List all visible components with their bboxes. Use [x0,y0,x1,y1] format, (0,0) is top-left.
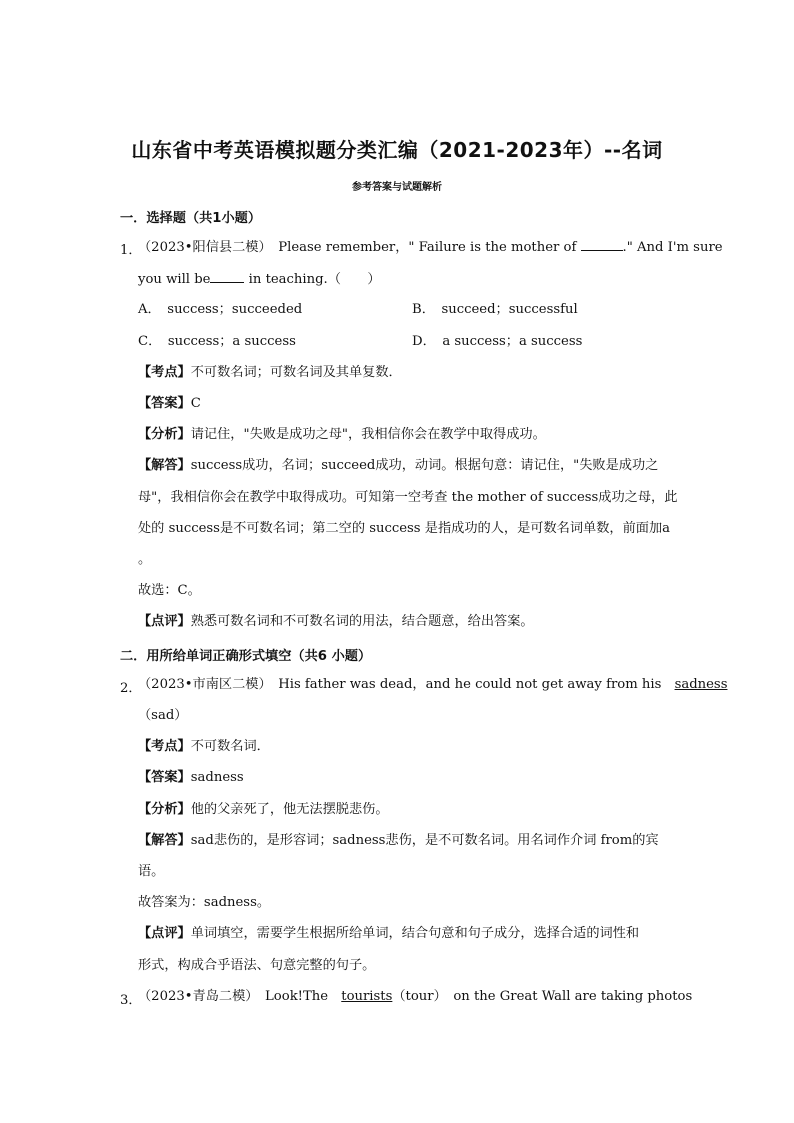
question-1-blank-2 [210,270,244,283]
question-2-solution-line-1 [138,832,659,850]
fenxi-tag: 【分析】 [138,427,191,442]
page-title: 山东省中考英语模拟题分类汇编（2021-2023年）--名词 [131,138,663,162]
question-3-stem-b: （tour） on the Great Wall are taking photos [392,989,693,1004]
dianping-tag: 【点评】 [138,614,191,629]
question-1-analysis [138,426,546,444]
page-subtitle: 参考答案与试题解析 [352,182,442,193]
question-1-solution-line-1 [138,457,658,475]
question-1-stem-a: （2023•阳信县二模） Please remember，" Failure is the mother of [138,240,581,255]
question-2-answer-fill: sadness [674,677,728,692]
question-3-answer-fill: tourists [341,989,393,1004]
question-2-comment-line-1 [138,925,639,943]
question-1-option-d: D． a success；a success [412,334,583,349]
question-1-stem-d: in teaching.（ ） [244,272,381,287]
section-heading-1: 一．选择题（共1小题） [120,211,262,226]
kaodian-text: 不可数名词；可数名词及其单复数． [190,365,402,380]
question-2-stem-a: （2023•市南区二模） His father was dead，and he could not get away from his [138,677,675,692]
question-2-solution-line-2: 语。 [138,864,165,879]
question-1-solution-line-2: 母"，我相信你会在教学中取得成功。可知第一空考查 the mother of success成功之母，此 [138,490,678,505]
question-2-kaodian [138,738,270,756]
question-1-conclusion: 故选：C。 [138,583,201,598]
question-1-blank-1 [581,238,623,251]
question-1-stem-b: ." And I'm sure [622,240,723,255]
section-heading-2: 二．用所给单词正确形式填空（共6 小题） [120,649,372,664]
jieda-tag: 【解答】 [138,458,191,473]
dianping-text-1: 单词填空，需要学生根据所给单词，结合句意和句子成分，选择合适的词性和 [190,926,640,941]
jieda-text-1: sad悲伤的，是形容词；sadness悲伤，是不可数名词。用名词作介词 from的宾 [190,833,659,848]
kaodian-text: 不可数名词． [190,739,270,754]
jieda-text-1: success成功，名词；succeed成功，动词。根据句意：请记住，"失败是成功之 [190,458,659,473]
question-2-stem [138,676,727,694]
question-2-number: 2． [120,681,142,696]
jieda-tag: 【解答】 [138,833,191,848]
question-1-kaodian [138,364,402,382]
question-1-option-c: C． success；a success [138,334,296,349]
question-2-conclusion: 故答案为：sadness。 [138,895,271,910]
daan-text: sadness [190,770,244,785]
fenxi-tag: 【分析】 [138,802,191,817]
fenxi-text: 他的父亲死了，他无法摆脱悲伤。 [190,802,389,817]
dianping-tag: 【点评】 [138,926,191,941]
daan-text: C [190,396,201,411]
question-3-stem-a: （2023•青岛二模） Look!The [138,989,342,1004]
question-1-answer [138,395,201,413]
question-1-option-b: B． succeed；successful [412,302,578,317]
dianping-text: 熟悉可数名词和不可数名词的用法，结合题意，给出答案。 [190,614,534,629]
question-1-solution-line-3: 处的 success是不可数名词；第二空的 success 是指成功的人，是可数名词单数，前面加a [138,521,670,536]
question-1-stem [138,238,723,257]
question-1-comment [138,613,534,631]
question-3-number: 3． [120,993,142,1008]
question-2-comment-line-2: 形式，构成合乎语法、句意完整的句子。 [138,958,376,973]
question-1-number: 1． [120,243,142,258]
question-1-stem-line-2 [138,270,381,289]
kaodian-tag: 【考点】 [138,365,191,380]
daan-tag: 【答案】 [138,770,191,785]
question-2-analysis [138,801,389,819]
question-1-solution-line-4: 。 [138,552,152,567]
daan-tag: 【答案】 [138,396,191,411]
kaodian-tag: 【考点】 [138,739,191,754]
question-3-stem [138,988,692,1006]
question-1-option-a: A． success；succeeded [138,302,303,317]
question-1-stem-c: you will be [138,272,211,287]
fenxi-text: 请记住，"失败是成功之母"，我相信你会在教学中取得成功。 [190,427,546,442]
question-2-stem-line-2: （sad） [138,708,188,723]
question-2-answer [138,769,244,787]
